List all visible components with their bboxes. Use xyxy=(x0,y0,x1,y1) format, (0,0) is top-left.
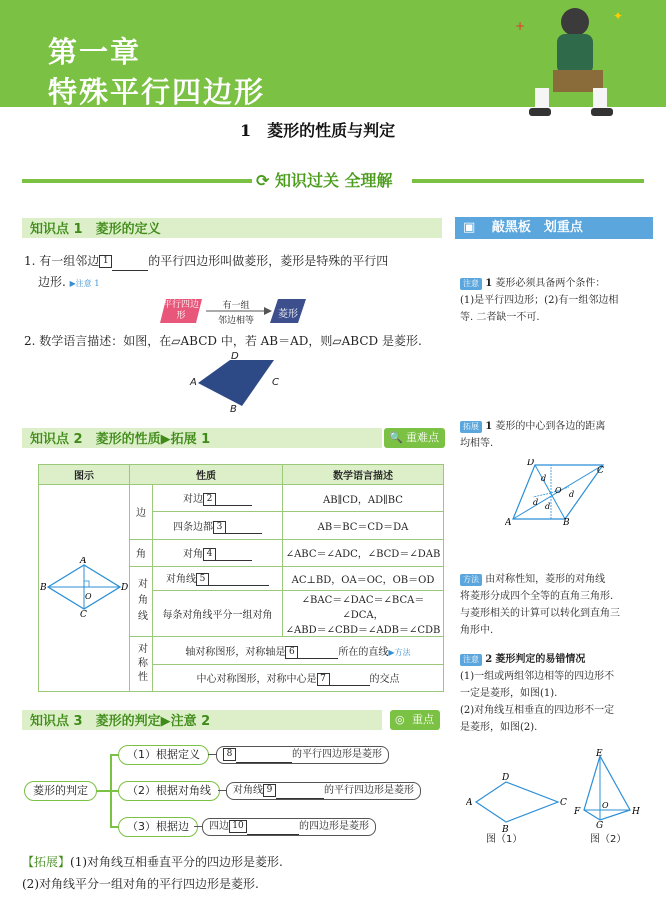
blank-number: 7 xyxy=(317,673,330,686)
fig1-label-c: C xyxy=(272,377,279,388)
table-header-math: 数学语言描述 xyxy=(283,465,444,485)
flow-top-label: 有一组 xyxy=(222,301,250,311)
blackboard-icon: ▣ xyxy=(463,220,476,235)
kp1-item1: 1. 有一组邻边 1 的平行四边形叫做菱形，菱形是特殊的平行四 xyxy=(24,251,444,271)
blank-number: 3 xyxy=(213,521,226,534)
mindmap-root: 菱形的判定 xyxy=(24,781,97,801)
method-note: 方法 由对称性知，菱形的对角线 将菱形分成四个全等的直角三角形. 与菱形相关的计算可以转化到直角三 角形中. xyxy=(460,574,620,636)
kp1-item2: 2. 数学语言描述：如图，在▱ABCD 中，若 AB＝AD，则▱ABCD 是菱形. xyxy=(24,334,422,348)
svg-text:E: E xyxy=(596,749,603,759)
kp2-bar xyxy=(22,428,382,448)
flow-right-label: 菱形 xyxy=(278,309,298,320)
svg-text:B: B xyxy=(563,518,570,527)
kp2-title: 知识点 2 菱形的性质 xyxy=(30,432,161,447)
mindmap-connector xyxy=(110,826,118,828)
note-link[interactable]: ▶注意 1 xyxy=(69,279,100,288)
fig2-label-a: A xyxy=(80,556,87,566)
refresh-icon: ⟳ xyxy=(256,171,270,190)
mindmap-connector xyxy=(218,790,226,791)
prop-cell: 每条对角线平分一组对角 xyxy=(153,591,283,637)
svg-text:A: A xyxy=(505,518,512,527)
mindmap-leaf-3: 四边 10 的四边形是菱形 xyxy=(202,818,376,836)
fig2-label-b: B xyxy=(40,582,47,593)
svg-text:✦: ✦ xyxy=(613,9,624,23)
magnifier-icon: 🔍 xyxy=(389,431,403,444)
section-divider-left xyxy=(22,179,252,183)
fig1-label-d: D xyxy=(231,351,239,362)
target-icon: ◎ xyxy=(395,713,405,726)
category-side: 边 xyxy=(130,485,153,539)
section-divider-right xyxy=(412,179,644,183)
sym-center-cell: 中心对称图形，对称中心是 7 的交点 xyxy=(153,664,444,691)
note-2: 注意 2 菱形判定的易错情况 (1)一组或两组邻边相等的四边形不 一定是菱形，如图(1). (2)对角线互相垂直的四边形不一定 是菱形，如图(2). xyxy=(460,654,615,733)
svg-text:C: C xyxy=(560,798,567,808)
fig2-label-d: D xyxy=(121,582,128,593)
blank-number: 10 xyxy=(229,820,247,833)
prop-cell: 对边 2 xyxy=(153,485,283,512)
math-cell: ∠ABC＝∠ADC，∠BCD＝∠DAB xyxy=(283,539,444,566)
blank-number: 4 xyxy=(203,548,216,561)
mindmap-branch-2: （2）根据对角线 xyxy=(118,781,220,801)
kp3-tag[interactable]: ▶注意 2 xyxy=(160,714,211,729)
blank-number: 6 xyxy=(285,646,298,659)
svg-text:H: H xyxy=(632,807,640,817)
answer-blank[interactable] xyxy=(298,644,338,659)
table-row xyxy=(39,485,444,512)
category-angle: 角 xyxy=(130,539,153,566)
svg-text:d: d xyxy=(533,498,539,507)
mindmap-connector xyxy=(96,790,110,792)
flow-arrow-head xyxy=(264,307,272,315)
kp3-bar xyxy=(22,710,382,730)
kp2-tag[interactable]: ▶拓展 1 xyxy=(160,432,211,447)
mindmap-connector xyxy=(208,754,216,755)
blank-number: 5 xyxy=(196,573,209,586)
prop-cell: 对角 4 xyxy=(153,539,283,566)
sym-axis-cell: 轴对称图形，对称轴是 6 所在的直线▶方法 xyxy=(153,637,444,664)
flow-left-label: 平行四边形 xyxy=(162,300,199,321)
note-tag: 注意 xyxy=(460,278,482,290)
blank-number: 2 xyxy=(203,493,216,506)
mindmap-connector xyxy=(194,826,202,827)
rhombus-distance-figure xyxy=(505,459,611,527)
mindmap-branch-3: （3）根据边 xyxy=(118,817,198,837)
svg-text:d: d xyxy=(545,502,551,511)
mindmap-branch-1: （1）根据定义 xyxy=(118,745,209,765)
chapter-number: 第一章 xyxy=(48,35,142,69)
svg-text:+: + xyxy=(515,19,526,33)
svg-text:D: D xyxy=(527,459,535,468)
svg-text:d: d xyxy=(569,490,575,499)
answer-blank[interactable] xyxy=(216,491,252,506)
math-cell: ∠BAC＝∠DAC＝∠BCA＝∠DCA， ∠ABD＝∠CBD＝∠ADB＝∠CDB xyxy=(283,591,444,637)
sidebar-header: ▣ 敲黑板 划重点 xyxy=(455,217,653,239)
category-diagonal: 对角线 xyxy=(130,566,153,637)
extension-1: 拓展 1 菱形的中心到各边的距离 均相等. xyxy=(460,421,606,449)
answer-blank[interactable] xyxy=(209,571,269,586)
answer-blank[interactable] xyxy=(216,546,252,561)
svg-text:O: O xyxy=(602,801,609,810)
math-cell: AB＝BC＝CD＝DA xyxy=(283,512,444,539)
properties-table xyxy=(38,464,444,692)
figure-2-caption: 图（2） xyxy=(590,834,627,845)
kp1-bar xyxy=(22,218,442,238)
student-illustration xyxy=(505,0,635,125)
rhombus-shape xyxy=(198,360,274,406)
svg-text:G: G xyxy=(596,821,604,828)
blank-number: 1 xyxy=(99,255,112,268)
kp3-title: 知识点 3 菱形的判定 xyxy=(30,714,161,729)
rhombus-figure-2 xyxy=(40,557,128,617)
mindmap-leaf-2: 对角线 9 的平行四边形是菱形 xyxy=(226,782,421,800)
answer-blank[interactable] xyxy=(276,784,324,799)
table-header-property: 性质 xyxy=(130,465,283,485)
extension-tag: 拓展 xyxy=(460,421,482,433)
kp3-extension-1: 【拓展】(1)对角线互相垂直平分的四边形是菱形. xyxy=(22,855,283,869)
blank-number: 8 xyxy=(223,748,236,761)
section-title: ⟳ 知识过关 全理解 xyxy=(256,171,393,190)
figure-1-caption: 图（1） xyxy=(486,834,523,845)
blank-number: 9 xyxy=(263,784,276,797)
mindmap-connector xyxy=(110,790,118,792)
mindmap-connector xyxy=(110,754,118,756)
prop-cell: 四条边都 3 xyxy=(153,512,283,539)
math-cell: AB∥CD，AD∥BC xyxy=(283,485,444,512)
svg-text:O: O xyxy=(555,486,562,495)
svg-text:d: d xyxy=(541,474,547,483)
flow-bottom-label: 邻边相等 xyxy=(217,316,254,326)
note-1: 注意 1 菱形必须具备两个条件： (1)是平行四边形；(2)有一组邻边相 等. 二者缺一不可. xyxy=(460,278,619,323)
fig1-label-b: B xyxy=(230,404,237,415)
svg-text:F: F xyxy=(574,807,581,817)
svg-text:D: D xyxy=(502,773,510,783)
table-header-row xyxy=(39,465,444,485)
answer-blank[interactable] xyxy=(330,671,370,686)
svg-text:A: A xyxy=(466,798,473,808)
category-symmetry: 对称性 xyxy=(130,637,153,692)
answer-blank[interactable] xyxy=(236,748,292,763)
table-figure-cell xyxy=(39,485,130,692)
perpendicular-diagonals-figure xyxy=(572,748,648,828)
svg-text:C: C xyxy=(597,466,604,476)
chapter-title: 特殊平行四边形 xyxy=(48,75,266,109)
note-tag: 注意 xyxy=(460,654,482,666)
kp1-item1-line2: 边形. ▶注意 1 xyxy=(38,275,100,289)
answer-blank[interactable] xyxy=(247,820,299,835)
fig2-label-o: O xyxy=(85,591,92,601)
table-header-figure: 图示 xyxy=(39,465,130,485)
kp1-title: 知识点 1 菱形的定义 xyxy=(30,222,161,237)
lesson-title: 1 菱形的性质与判定 xyxy=(240,121,396,140)
answer-blank[interactable] xyxy=(112,256,148,271)
prop-cell: 对角线 5 xyxy=(153,566,283,590)
kp3-badge: ◎ 重点 xyxy=(390,710,440,730)
math-cell: AC⊥BD，OA＝OC，OB＝OD xyxy=(283,566,444,590)
fig1-label-a: A xyxy=(190,377,197,388)
mindmap-leaf-1: 8 的平行四边形是菱形 xyxy=(216,746,389,764)
answer-blank[interactable] xyxy=(226,519,262,534)
method-tag: 方法 xyxy=(460,574,482,586)
fig2-label-c: C xyxy=(80,609,87,617)
kp2-badge: 🔍 重难点 xyxy=(384,428,445,448)
svg-text:B: B xyxy=(502,825,509,835)
kp3-extension-2: (2)对角线平分一组对角的平行四边形是菱形. xyxy=(22,877,259,891)
method-link[interactable]: ▶方法 xyxy=(388,647,411,657)
